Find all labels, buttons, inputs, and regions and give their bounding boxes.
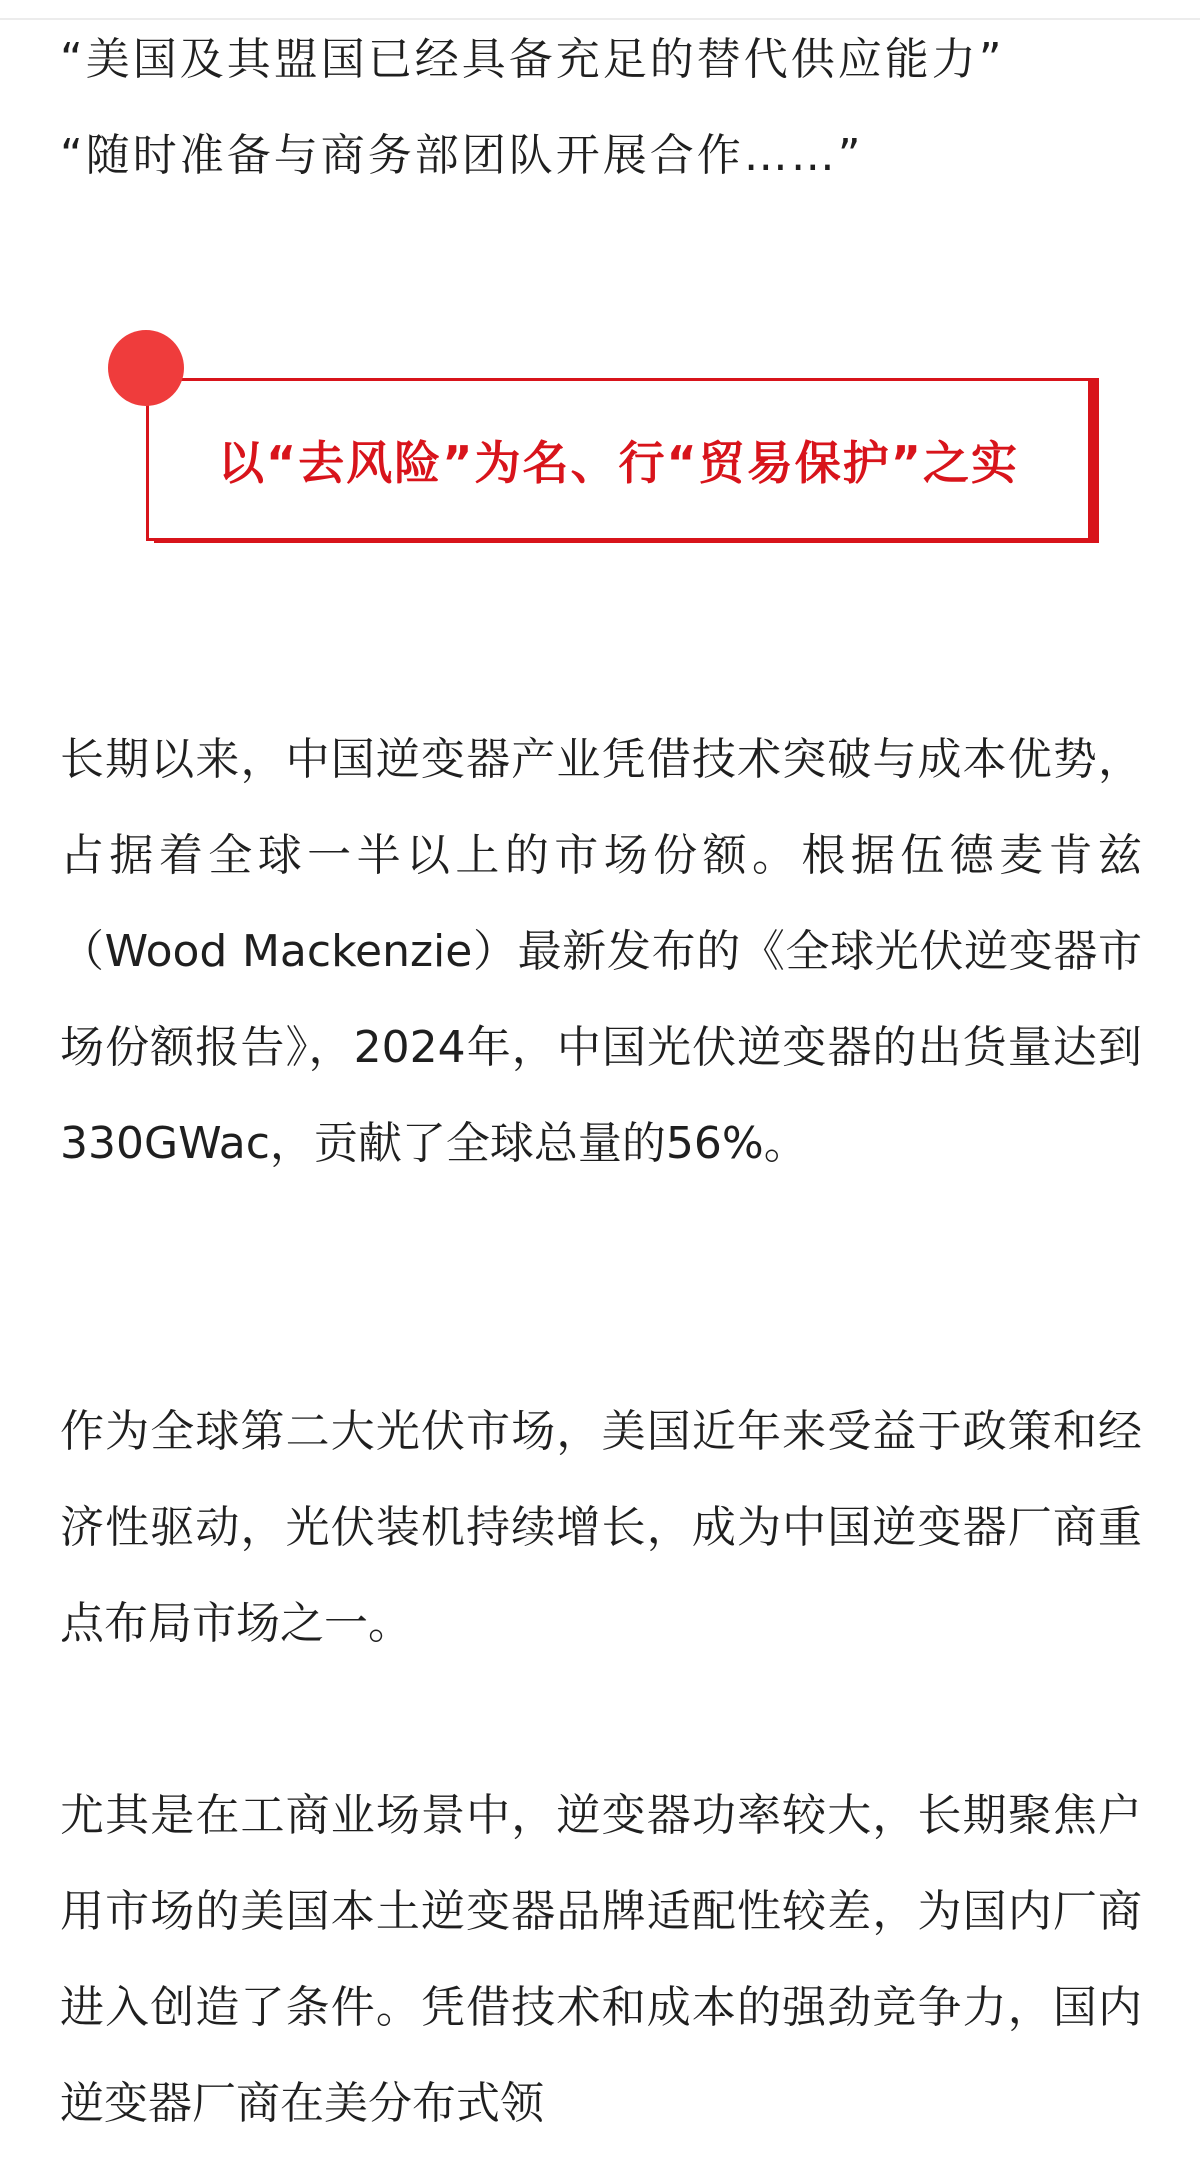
top-divider	[0, 18, 1200, 20]
red-dot-icon	[108, 330, 184, 406]
section-heading-card	[108, 330, 1092, 545]
section-heading: 以“去风险”为名、行“贸易保护”之实	[218, 435, 1019, 490]
quote-line: “随时准备与商务部团队开展合作……”	[60, 130, 864, 181]
article-paragraph: 尤其是在工商业场景中，逆变器功率较大，长期聚焦户用市场的美国本土逆变器品牌适配性较差，为国内厂商进入创造了条件。凭借技术和成本的强劲竞争力，国内逆变器厂商在美分布式领	[60, 1790, 1142, 2129]
article-paragraph: 长期以来，中国逆变器产业凭借技术突破与成本优势，占据着全球一半以上的市场份额。根据伍德麦肯兹（Wood Mackenzie）最新发布的《全球光伏逆变器市场份额报告》，2024年，中国光伏逆变器的出货量达到330GWac，贡献了全球总量的56%。	[60, 734, 1142, 1169]
quote-line: “美国及其盟国已经具备充足的替代供应能力”	[60, 34, 1005, 85]
article-paragraph: 作为全球第二大光伏市场，美国近年来受益于政策和经济性驱动，光伏装机持续增长，成为中国逆变器厂商重点布局市场之一。	[60, 1406, 1142, 1649]
